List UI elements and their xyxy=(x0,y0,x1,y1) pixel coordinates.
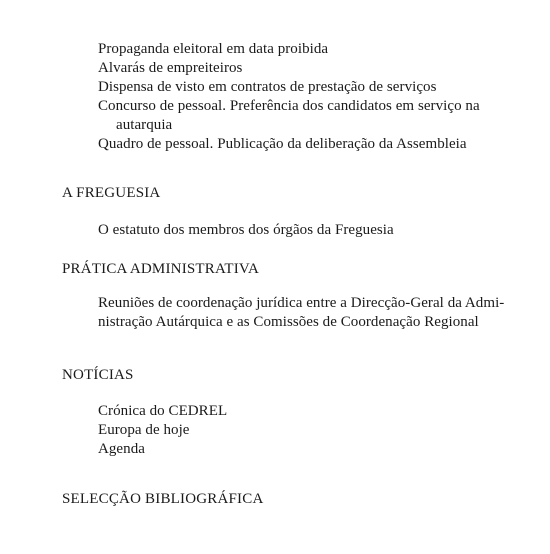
index-entry-reunioes-line2: nistração Autárquica e as Comissões de Coordenação Regional xyxy=(98,314,479,330)
index-entry-dispensa: Dispensa de visto em contratos de prestação de serviços xyxy=(98,79,437,95)
index-entry-estatuto: O estatuto dos membros dos órgãos da Freguesia xyxy=(98,222,394,238)
index-entry-reunioes-line1: Reuniões de coordenação jurídica entre a Direcção-Geral da Admi- xyxy=(98,295,505,311)
index-entry-europa: Europa de hoje xyxy=(98,422,190,438)
index-entry-quadro: Quadro de pessoal. Publicação da deliberação da Assembleia xyxy=(98,136,467,152)
section-heading-noticias: NOTÍCIAS xyxy=(62,367,134,383)
index-entry-alvaras: Alvarás de empreiteiros xyxy=(98,60,243,76)
section-heading-freguesia: A FREGUESIA xyxy=(62,185,161,201)
section-heading-bibliografia: SELECÇÃO BIBLIOGRÁFICA xyxy=(62,491,264,507)
section-heading-pratica: PRÁTICA ADMINISTRATIVA xyxy=(62,261,260,277)
index-entry-cedrel: Crónica do CEDREL xyxy=(98,403,228,419)
index-entry-propaganda: Propaganda eleitoral em data proibida xyxy=(98,41,329,57)
index-entry-concurso-line1: Concurso de pessoal. Preferência dos candidatos em serviço na xyxy=(98,98,480,114)
index-entry-concurso-line2: autarquia xyxy=(116,117,173,133)
index-entry-reunioes xyxy=(98,294,504,332)
index-entry-agenda: Agenda xyxy=(98,441,145,457)
index-entry-concurso xyxy=(98,97,480,135)
